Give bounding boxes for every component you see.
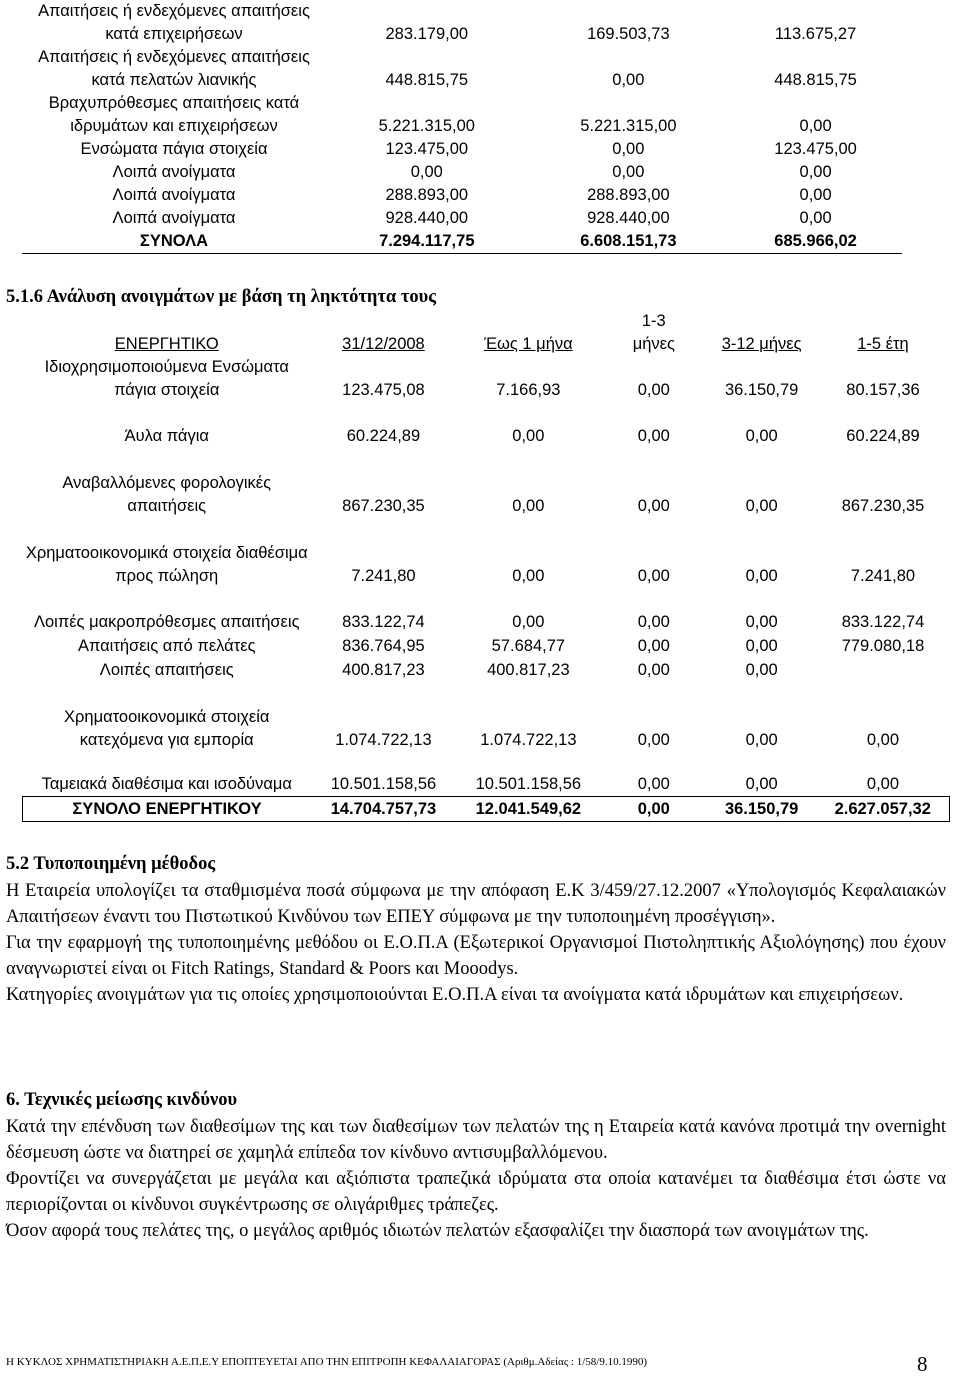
row-value: 400.817,23 [487,661,570,679]
page-footer: Η ΚΥΚΛΟΣ ΧΡΗΜΑΤΙΣΤΗΡΙΑΚΗ Α.Ε.Π.Ε.Υ ΕΠΟΠΤΕΥΕΤΑΙ ΑΠΟ ΤΗΝ ΕΠΙΤΡΟΠΗ ΚΕΦΑΛΑΙΑΓΟΡΑΣ (Αριθμ.Αδείας : 1/58/9.10.1990) [6,1356,648,1368]
row-value: 5.221.315,00 [580,117,677,135]
section-5-1-6-title: 5.1.6 Ανάλυση ανοιγμάτων με βάση τη ληκτότητα τους [6,287,437,307]
table-row [23,518,950,588]
row-value: 7.241,80 [850,567,916,585]
table-header-row [23,310,950,356]
row-value: 0,00 [612,71,645,89]
paragraph: Κατά την επένδυση των διαθεσίμων της και των διαθεσίμων των πελατών της η Εταιρεία κατά κανόνα προτιμά την overnight δέσμευση ώστε να διατηρεί σε χαμηλά επίπεδα τον κίνδυνο αντισυμβαλλόμενου. [6,1117,946,1163]
row-value: 1.074.722,13 [480,731,577,749]
paragraph: Η Εταιρεία υπολογίζει τα σταθμισμένα ποσά σύμφωνα με την απόφαση Ε.Κ 3/459/27.12.2007 «Υπολογισμός Κεφαλαιακών Απαιτήσεων έναντι του Πιστωτικού Κινδύνου των ΕΠΕΥ σύμφωνα με την τυποποιημένη προσέγγιση». [6,881,946,927]
page-number: 8 [917,1352,928,1376]
row-value: 0,00 [612,140,645,158]
row-value: 0,00 [799,209,832,227]
row-value: 288.893,00 [587,186,670,204]
row-value: 0,00 [745,567,778,585]
total-label: ΣΥΝΟΛΟ ΕΝΕΡΓΗΤΙΚΟΥ [23,797,312,822]
paragraph: Κατηγορίες ανοιγμάτων για τις οποίες χρησιμοποιούνται Ε.Ο.Π.Α είναι τα ανοίγματα κατά ιδρυμάτων και επιχειρήσεων. [6,985,904,1005]
row-value: 0,00 [745,427,778,445]
section-6-body [6,1114,946,1244]
row-value: 0,00 [799,186,832,204]
row-value: 7.241,80 [351,567,416,585]
row-value: 833.122,74 [841,613,925,631]
header-assets: ΕΝΕΡΓΗΤΙΚΟ [114,335,219,353]
total-value: 36.150,79 [707,797,817,822]
total-value: 12.041.549,62 [456,797,601,822]
table-row [22,207,902,230]
row-label: Απαιτήσεις από πελάτες [77,637,256,655]
section-5-2-title: 5.2 Τυποποιημένη μέθοδος [6,854,216,874]
table-row [23,634,950,658]
row-label: Απαιτήσεις ή ενδεχόμενες απαιτήσεις κατά πελατών λιανικής [38,48,310,89]
row-value: 0,00 [410,163,443,181]
total-value: 7.294.117,75 [326,230,528,254]
row-value: 113.675,27 [774,25,857,43]
row-value: 123.475,08 [342,381,425,399]
total-value: 6.608.151,73 [528,230,730,254]
row-value: 0,00 [512,613,545,631]
total-value: 14.704.757,73 [311,797,456,822]
table-row [22,46,902,92]
table-row [23,588,950,634]
row-label: Απαιτήσεις ή ενδεχόμενες απαιτήσεις κατά επιχειρήσεων [38,2,310,43]
row-value: 0,00 [637,567,670,585]
row-value: 60.224,89 [846,427,920,445]
row-label: Ιδιοχρησιμοποιούμενα Ενσώματα πάγια στοιχεία [44,358,289,399]
row-value: 833.122,74 [342,613,425,631]
header-1-5-years: 1-5 έτη [857,335,909,353]
table-row [22,184,902,207]
row-value: 0,00 [866,731,900,749]
header-1-3-months: 1-3 μήνες [632,312,675,353]
row-value: 0,00 [637,661,670,679]
row-value: 1.074.722,13 [335,731,432,749]
row-label: Χρηματοοικονομικά στοιχεία διαθέσιμα προς πώληση [25,544,308,585]
row-value: 7.166,93 [496,381,561,399]
row-value: 928.440,00 [385,209,469,227]
row-value: 0,00 [637,381,670,399]
row-value: 0,00 [745,613,778,631]
row-value: 0,00 [745,775,778,793]
row-value: 0,00 [745,637,778,655]
row-value: 0,00 [637,613,670,631]
paragraph: Για την εφαρμογή της τυποποιημένης μεθόδου οι Ε.Ο.Π.Α (Εξωτερικοί Οργανισμοί Πιστοληπτικής Αξιολόγησης) που έχουν αναγνωριστεί είναι οι Fitch Ratings, Standard & Poors και Mooodys. [6,933,946,979]
row-value: 448.815,75 [385,71,469,89]
total-value: 685.966,02 [729,230,902,254]
table-row [23,682,950,752]
row-value: 5.221.315,00 [378,117,475,135]
row-label: Χρηματοοικονομικά στοιχεία κατεχόμενα για εμπορία [64,708,270,749]
row-value: 836.764,95 [342,637,425,655]
section-6-title: 6. Τεχνικές μείωσης κινδύνου [6,1090,238,1110]
row-label: Άυλα πάγια [124,427,209,445]
row-value: 928.440,00 [587,209,670,227]
row-value: 80.157,36 [846,381,920,399]
row-label: Αναβαλλόμενες φορολογικές απαιτήσεις [62,474,272,515]
row-value: 60.224,89 [346,427,421,445]
row-value: 0,00 [637,497,670,515]
row-value: 57.684,77 [491,637,566,655]
table-row [22,161,902,184]
row-value: 123.475,00 [774,140,857,158]
total-row [23,797,950,822]
row-value: 867.230,35 [841,497,925,515]
total-row [22,230,902,254]
row-label: Λοιπά ανοίγματα [112,186,236,204]
row-value: 0,00 [799,117,832,135]
row-value: 288.893,00 [385,186,469,204]
row-value: 0,00 [799,163,832,181]
table-row [22,92,902,138]
total-label: ΣΥΝΟΛΑ [22,230,326,254]
table-row [22,0,902,46]
row-label: Λοιπά ανοίγματα [112,163,236,181]
row-value [816,658,949,682]
row-label: Λοιπές απαιτήσεις [99,661,234,679]
row-label: Βραχυπρόθεσμες απαιτήσεις κατά ιδρυμάτων και επιχειρήσεων [48,94,300,135]
row-value: 123.475,00 [385,140,469,158]
table-row [23,658,950,682]
row-value: 867.230,35 [342,497,425,515]
table-row [23,752,950,797]
paragraph: Φροντίζει να συνεργάζεται με μεγάλα και αξιόπιστα τραπεζικά ιδρύματα στα οποία κατανέμει τα διαθέσιμα έτσι ώστε να περιορίζονται οι κίνδυνοι συγκέντρωσης σε ολιγάριθμες τράπεζες. [6,1169,946,1215]
paragraph: Όσον αφορά τους πελάτες της, ο μεγάλος αριθμός ιδιωτών πελατών εξασφαλίζει την διασπορά των ανοιγμάτων της. [6,1221,869,1241]
row-value: 10.501.158,56 [330,775,437,793]
row-value: 0,00 [512,497,545,515]
table-row [23,356,950,402]
row-value: 0,00 [745,731,778,749]
header-up-to-1-month: Έως 1 μήνα [484,335,573,353]
row-label: Ενσώματα πάγια στοιχεία [80,140,268,158]
row-label: Λοιπές μακροπρόθεσμες απαιτήσεις [33,613,300,631]
total-value: 2.627.057,32 [816,797,949,822]
row-value: 779.080,18 [841,637,925,655]
header-date: 31/12/2008 [342,335,425,353]
row-value: 0,00 [637,731,670,749]
row-value: 0,00 [637,427,670,445]
row-value: 0,00 [512,427,545,445]
row-value: 169.503,73 [587,25,670,43]
row-value: 10.501.158,56 [475,775,582,793]
total-value: 0,00 [601,797,707,822]
row-value: 0,00 [745,497,778,515]
row-value: 0,00 [745,661,778,679]
row-value: 0,00 [637,775,670,793]
row-label: Ταμειακά διαθέσιμα και ισοδύναμα [41,775,292,793]
row-value: 0,00 [866,775,900,793]
header-3-12-months: 3-12 μήνες [721,335,802,353]
exposures-by-category-table [22,0,902,254]
table-row [23,448,950,518]
row-value: 0,00 [612,163,645,181]
row-value: 0,00 [512,567,545,585]
row-value: 0,00 [637,637,670,655]
section-5-2-body [6,878,946,1008]
row-label: Λοιπά ανοίγματα [112,209,236,227]
row-value: 283.179,00 [385,25,469,43]
row-value: 448.815,75 [774,71,857,89]
row-value: 36.150,79 [724,381,799,399]
table-row [22,138,902,161]
table-row [23,402,950,448]
maturity-analysis-table [22,310,950,822]
row-value: 400.817,23 [342,661,425,679]
